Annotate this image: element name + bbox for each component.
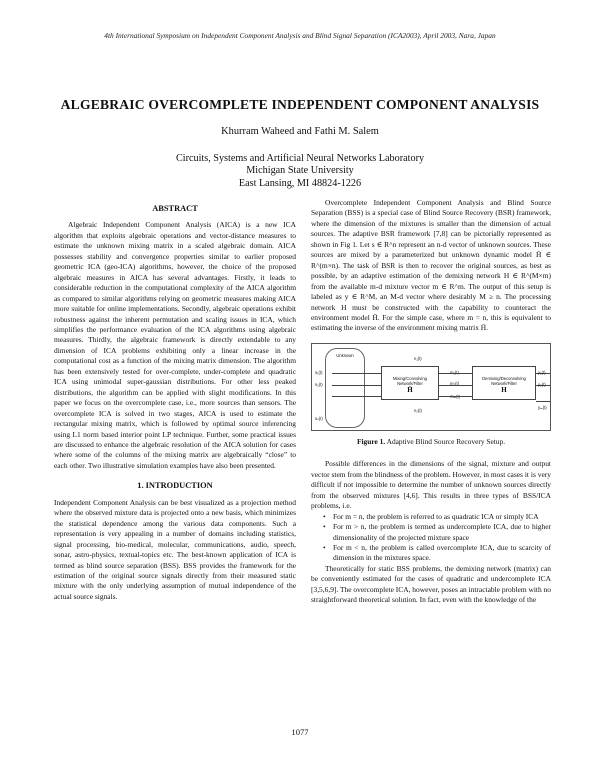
mixing-network-label: Mixing/Convolving Network/Filter [393, 375, 427, 386]
abstract-text: Algebraic Independent Component Analysis (AICA) is a new ICA algorithm that exploits algebraic operations and vector-distance measures to estimate the unknown mixing matrix in a scaled algebraic domain. AICA possesses stability and convergence properties similar to earlier proposed geometric ICA (geo-ICA) algorithms, however, the choice of the proposed algebraic measures in AICA has several advantages. Firstly, it leads to considerable reduction in the computational complexity of the AICA algorithm as compared to similar algorithms relying on geometric measures making AICA more suitable for online implementations. Secondly, algebraic operations exhibit robustness against the inherent permutation and scaling issues in ICA, which simplifies the performance evaluation of the ICA algorithms using algebraic measures. Thirdly, the algebraic framework is directly extendable to any dimension of ICA problems exhibiting only a linear increase in the computational cost as a function of the mixing matrix dimension. The algorithm has been extensively tested for over-complete, under-complete and quadratic ICA using unimodal super-gaussian distributions. For other less peaked distributions, the algorithm can be applied with slight modifications. In this paper we focus on the overcomplete case, i.e., more sources than sensors. The overcomplete ICA is solved in two stages, AICA is used to estimate the rectangular mixing matrix, which is followed by optimal source inferencing using L1 norm based interior point LP technique. Further, some practical issues are discussed to enhance the algebraic resolution of the AICA solution for cases where some of the columns of the mixing matrix are algebraically “close” to each other. Two illustrative simulation examples have also been presented. [54, 220, 296, 470]
figure-caption-text: Adaptive Blind Source Recovery Setup. [386, 436, 506, 446]
page-number: 1077 [291, 727, 309, 737]
output-signal: yₘ(t) [538, 404, 547, 410]
signal-arrow [439, 385, 472, 386]
mixture-signal: m₁(t) [450, 369, 459, 375]
mixture-signal: mₘ(t) [450, 393, 461, 399]
affiliation [0, 153, 600, 190]
list-item: • For m < n, the problem is called overcomplete ICA, due to scarcity of dimension in the mixtures space. [325, 543, 551, 564]
demixing-network-box [472, 366, 536, 400]
affiliation-line: Michigan State University [246, 165, 354, 177]
unknown-region [325, 348, 365, 428]
mixture-signal: m₂(t) [450, 380, 460, 386]
figure-1-diagram [311, 343, 551, 431]
source-signal: s₁(t) [315, 369, 323, 375]
abstract-heading: ABSTRACT [152, 204, 198, 213]
signal-arrow [439, 396, 472, 397]
mixing-matrix-symbol: H̄ [407, 385, 413, 394]
signal-arrow [332, 385, 381, 386]
signal-arrow [332, 373, 381, 374]
affiliation-line: Circuits, Systems and Artificial Neural Networks Laboratory [175, 153, 425, 164]
list-item: • For m = n, the problem is referred to as quadratic ICA or simply ICA [325, 512, 551, 522]
affiliation-line: East Lansing, MI 48824-1226 [238, 177, 362, 189]
introduction-heading: 1. INTRODUCTION [137, 481, 213, 491]
source-signal: s₂(t) [315, 381, 323, 387]
dimension-paragraph: Possible differences in the dimensions of the signal, mixture and output vector stem from the blindness of the problem. However, in most cases it is very difficult if not impossible to determine the number of unknown sources directly from the observed mixtures [4,6]. This results in three types of BSS/ICA problems, i.e. [311, 459, 551, 511]
paper-title: ALGEBRAIC OVERCOMPLETE INDEPENDENT COMPONENT ANALYSIS [60, 97, 540, 112]
conference-header: 4th International Symposium on Independent Component Analysis and Blind Signal Separation (ICA2003), April 2003, Nara, Japan [104, 31, 496, 40]
right-column [311, 198, 551, 606]
paper-authors: Khurram Waheed and Fathi M. Salem [221, 126, 379, 137]
introduction-text: Independent Component Analysis can be best visualized as a projection method where the observed mixture data is projected onto a new basis, which minimizes the statistical dependence among the various data components. Such a representation is very appealing in a number of domains including statistics, signal processing, bio-medical, molecular, communications, audio, speech, sonar, astro-physics, textual-topics etc. The best-known application of ICA is termed as blind source separation (BSS). BSS provides the framework for the estimation of the original source signals directly from their measured static mixture with the only underlying assumption of mutual independence of the actual source signals. [54, 497, 296, 601]
output-signal: y₂(t) [538, 381, 546, 387]
source-signal: sₙ(t) [315, 415, 323, 421]
ica-types-list [311, 512, 551, 564]
left-column [54, 204, 296, 602]
noise-signal: n₁(t) [414, 355, 422, 361]
overcomplete-paragraph: Theoretically for static BSS problems, the demixing network (matrix) can be conveniently estimated for the cases of quadratic and undercomplete ICA [3,5,6,9]. The overcomplete ICA, however, poses an intractable problem with no straightforward theoretical solution. In fact, even with the knowledge of the [311, 563, 551, 605]
figure-caption-label: Figure 1. [356, 436, 386, 446]
mixing-network-box [381, 366, 439, 400]
signal-arrow [439, 373, 472, 374]
noise-signal: n₂(t) [414, 407, 422, 413]
output-signal: y₁(t) [538, 369, 546, 375]
signal-arrow [332, 396, 381, 397]
demixing-network-label: Demixing/Deconvolving Network/Filter [482, 375, 526, 386]
figure-caption [311, 437, 551, 447]
signal-arrow [536, 401, 550, 402]
list-item: • For m > n, the problem is termed as undercomplete ICA, due to higher dimensionality of the projected mixture space [325, 522, 551, 543]
bsr-paragraph: Overcomplete Independent Component Analysis and Blind Source Separation (BSS) is a special case of Blind Source Recovery (BSR) framework, where the dimension of the mixtures is smaller than the dimension of actual sources. The adaptive BSR framework [7,8] can be pictorially represented as shown in Fig 1. Let s ∈ R^n represent an n-d vector of unknown sources. These sources are mixed by a parameterized but unknown dynamic model H̄ ∈ R^(m×n). The task of BSR is then to recover the original sources, as best as possible, by an adaptive estimation of the demixing network H ∈ R^(M×m) from the available m-d mixture vector m ∈ R^m. The output of this setup is labeled as y ∈ R^M, an M-d vector where desirably M ≥ n. The processing network H must be constructed with the capability to counteract the environment model H̄. For the simple case, where m = n, this is equivalent to estimating the inverse of the environment mixing matrix H̄. [311, 198, 551, 333]
demixing-matrix-symbol: H [501, 385, 507, 394]
unknown-label: Unknown [336, 352, 354, 358]
